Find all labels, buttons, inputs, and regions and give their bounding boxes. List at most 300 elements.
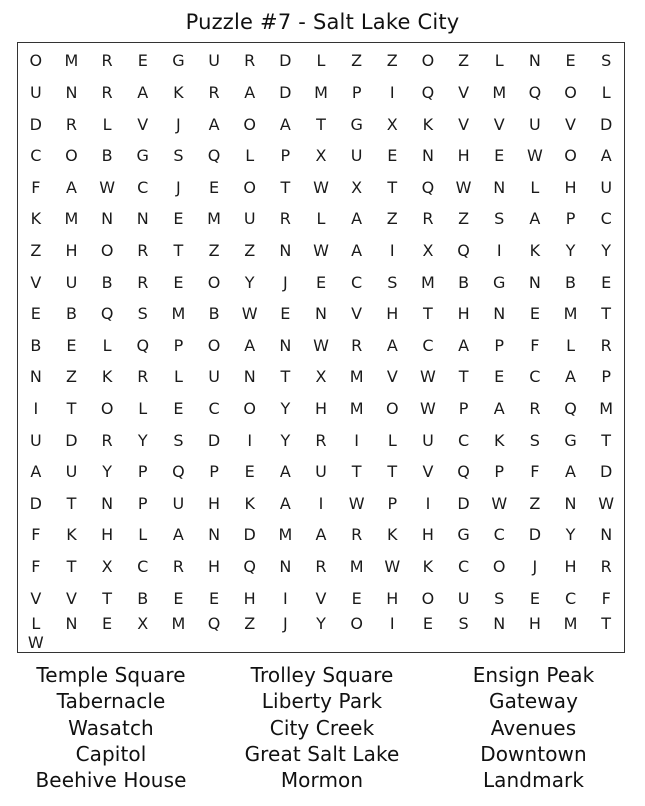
grid-letter[interactable]: W	[491, 493, 508, 513]
grid-letter[interactable]: M	[563, 304, 578, 324]
grid-letter[interactable]: V	[30, 272, 42, 292]
grid-letter[interactable]: E	[422, 613, 433, 633]
grid-letter[interactable]: W	[420, 399, 436, 419]
grid-letter[interactable]: Z	[386, 209, 398, 229]
grid-letter[interactable]: E	[173, 272, 184, 292]
grid-letter[interactable]: N	[65, 613, 78, 633]
grid-letter[interactable]: R	[315, 557, 327, 577]
grid-letter[interactable]: Q	[207, 613, 221, 633]
grid-letter[interactable]: R	[244, 51, 256, 71]
grid-letter[interactable]: I	[496, 240, 502, 260]
grid-letter[interactable]: A	[600, 146, 612, 166]
grid-letter[interactable]: L	[566, 335, 575, 355]
grid-letter[interactable]: Y	[280, 399, 291, 419]
grid-letter[interactable]: B	[208, 304, 220, 324]
grid-letter[interactable]: M	[314, 82, 328, 102]
grid-letter[interactable]: B	[137, 588, 149, 608]
grid-letter[interactable]: V	[351, 304, 363, 324]
grid-letter[interactable]: U	[350, 146, 363, 166]
grid-letter[interactable]: I	[425, 493, 431, 513]
grid-letter[interactable]: B	[30, 335, 42, 355]
grid-letter[interactable]: H	[101, 525, 114, 545]
grid-letter[interactable]: J	[532, 557, 538, 577]
grid-letter[interactable]: E	[137, 51, 148, 71]
grid-letter[interactable]: M	[64, 51, 79, 71]
grid-letter[interactable]: A	[565, 462, 576, 482]
grid-letter[interactable]: C	[600, 209, 612, 229]
grid-letter[interactable]: W	[384, 557, 401, 577]
grid-letter[interactable]: J	[282, 613, 288, 633]
grid-letter[interactable]: H	[528, 613, 541, 633]
grid-letter[interactable]: N	[101, 493, 114, 513]
grid-letter[interactable]: K	[244, 493, 255, 513]
grid-letter[interactable]: I	[247, 430, 253, 450]
grid-letter[interactable]: K	[30, 209, 42, 229]
grid-letter[interactable]: O	[385, 399, 399, 419]
grid-letter[interactable]: T	[102, 588, 112, 608]
grid-letter[interactable]: X	[351, 177, 363, 197]
grid-letter[interactable]: Q	[457, 462, 470, 482]
grid-letter[interactable]: D	[528, 525, 542, 545]
grid-letter[interactable]: O	[492, 557, 506, 577]
grid-letter[interactable]: H	[457, 304, 470, 324]
grid-letter[interactable]: T	[387, 462, 398, 482]
grid-letter[interactable]: E	[280, 304, 291, 324]
grid-letter[interactable]: O	[350, 613, 363, 633]
grid-letter[interactable]: Q	[421, 177, 435, 197]
grid-letter[interactable]: I	[389, 240, 395, 260]
grid-letter[interactable]: L	[530, 177, 540, 197]
grid-letter[interactable]: I	[389, 82, 395, 102]
grid-letter[interactable]: C	[457, 557, 470, 577]
grid-letter[interactable]: V	[458, 82, 470, 102]
grid-letter[interactable]: V	[386, 367, 398, 387]
grid-letter[interactable]: N	[65, 82, 78, 102]
grid-letter[interactable]: L	[494, 51, 504, 71]
grid-letter[interactable]: D	[243, 525, 256, 545]
grid-letter[interactable]: A	[279, 493, 291, 513]
grid-letter[interactable]: Y	[316, 613, 326, 633]
grid-letter[interactable]: F	[530, 462, 540, 482]
grid-letter[interactable]: C	[422, 335, 434, 355]
grid-letter[interactable]: A	[351, 240, 363, 260]
grid-letter[interactable]: A	[279, 114, 291, 134]
grid-letter[interactable]: S	[601, 51, 612, 71]
grid-letter[interactable]: R	[529, 399, 541, 419]
grid-letter[interactable]: O	[243, 177, 256, 197]
grid-letter[interactable]: L	[387, 430, 397, 450]
grid-letter[interactable]: M	[563, 613, 578, 633]
grid-letter[interactable]: M	[278, 525, 293, 545]
grid-letter[interactable]: O	[421, 51, 435, 71]
grid-letter[interactable]: I	[389, 613, 395, 633]
grid-letter[interactable]: R	[137, 272, 149, 292]
grid-letter[interactable]: Z	[351, 51, 363, 71]
grid-letter[interactable]: W	[241, 304, 258, 324]
grid-letter[interactable]: K	[173, 82, 184, 102]
grid-letter[interactable]: Q	[421, 82, 435, 102]
grid-letter[interactable]: T	[173, 240, 184, 260]
grid-letter[interactable]: A	[458, 335, 470, 355]
grid-letter[interactable]: V	[137, 114, 149, 134]
grid-letter[interactable]: Z	[529, 493, 541, 513]
grid-letter[interactable]: H	[457, 146, 470, 166]
grid-letter[interactable]: E	[315, 272, 327, 292]
grid-letter[interactable]: D	[279, 51, 292, 71]
grid-letter[interactable]: S	[458, 613, 469, 633]
grid-letter[interactable]: Y	[565, 240, 576, 260]
grid-letter[interactable]: A	[493, 399, 505, 419]
grid-letter[interactable]: Z	[458, 209, 470, 229]
grid-letter[interactable]: E	[565, 51, 576, 71]
grid-letter[interactable]: A	[172, 525, 184, 545]
grid-letter[interactable]: P	[458, 399, 469, 419]
grid-letter[interactable]: R	[65, 114, 78, 134]
grid-letter[interactable]: K	[422, 114, 434, 134]
grid-letter[interactable]: N	[315, 304, 327, 324]
grid-letter[interactable]: U	[529, 114, 541, 134]
grid-letter[interactable]: X	[422, 240, 434, 260]
grid-letter[interactable]: N	[528, 51, 541, 71]
grid-letter[interactable]: U	[29, 82, 42, 102]
grid-letter[interactable]: C	[351, 272, 363, 292]
grid-letter[interactable]: K	[422, 557, 434, 577]
grid-letter[interactable]: H	[421, 525, 434, 545]
grid-letter[interactable]: X	[315, 146, 327, 166]
grid-letter[interactable]: R	[600, 335, 612, 355]
grid-letter[interactable]: S	[529, 430, 540, 450]
grid-letter[interactable]: A	[279, 462, 291, 482]
grid-letter[interactable]: Q	[172, 462, 185, 482]
grid-letter[interactable]: F	[31, 525, 41, 545]
grid-letter[interactable]: N	[279, 240, 292, 260]
grid-letter[interactable]: A	[529, 209, 541, 229]
grid-letter[interactable]: T	[601, 613, 612, 633]
grid-letter[interactable]: L	[31, 613, 41, 633]
grid-letter[interactable]: H	[208, 493, 221, 513]
grid-letter[interactable]: N	[101, 209, 114, 229]
grid-letter[interactable]: R	[279, 209, 291, 229]
grid-letter[interactable]: E	[529, 304, 540, 324]
grid-letter[interactable]: R	[351, 525, 363, 545]
grid-letter[interactable]: Q	[207, 146, 221, 166]
grid-letter[interactable]: M	[64, 209, 79, 229]
grid-letter[interactable]: G	[136, 146, 149, 166]
grid-letter[interactable]: W	[99, 177, 116, 197]
grid-letter[interactable]: C	[493, 525, 505, 545]
grid-letter[interactable]: E	[102, 613, 113, 633]
grid-letter[interactable]: D	[600, 462, 613, 482]
grid-letter[interactable]: P	[173, 335, 184, 355]
grid-letter[interactable]: L	[245, 146, 255, 166]
grid-letter[interactable]: W	[27, 632, 44, 652]
grid-letter[interactable]: S	[494, 209, 505, 229]
grid-letter[interactable]: Z	[244, 613, 256, 633]
grid-letter[interactable]: L	[316, 51, 326, 71]
grid-letter[interactable]: H	[314, 399, 327, 419]
grid-letter[interactable]: L	[601, 82, 611, 102]
grid-letter[interactable]: N	[564, 493, 577, 513]
grid-letter[interactable]: W	[348, 493, 365, 513]
grid-letter[interactable]: N	[600, 525, 613, 545]
grid-letter[interactable]: A	[30, 462, 42, 482]
grid-letter[interactable]: D	[207, 430, 221, 450]
grid-letter[interactable]: S	[137, 304, 148, 324]
grid-letter[interactable]: R	[101, 430, 113, 450]
grid-letter[interactable]: P	[494, 335, 505, 355]
grid-letter[interactable]: U	[315, 462, 327, 482]
grid-letter[interactable]: O	[29, 51, 43, 71]
grid-letter[interactable]: W	[455, 177, 472, 197]
grid-letter[interactable]: N	[421, 146, 434, 166]
grid-letter[interactable]: Z	[65, 367, 77, 387]
grid-letter[interactable]: R	[351, 335, 363, 355]
grid-letter[interactable]: K	[529, 240, 541, 260]
grid-letter[interactable]: N	[493, 304, 506, 324]
grid-letter[interactable]: R	[101, 51, 113, 71]
grid-letter[interactable]: Q	[243, 557, 256, 577]
grid-letter[interactable]: O	[564, 146, 577, 166]
grid-letter[interactable]: M	[171, 613, 186, 633]
grid-letter[interactable]: K	[387, 525, 398, 545]
grid-letter[interactable]: F	[31, 177, 41, 197]
grid-letter[interactable]: E	[601, 272, 612, 292]
grid-letter[interactable]: C	[208, 399, 220, 419]
grid-letter[interactable]: D	[600, 114, 613, 134]
grid-letter[interactable]: P	[280, 146, 291, 166]
grid-letter[interactable]: H	[243, 588, 256, 608]
grid-letter[interactable]: M	[171, 304, 186, 324]
grid-letter[interactable]: S	[173, 430, 184, 450]
grid-letter[interactable]: M	[492, 82, 507, 102]
grid-letter[interactable]: Y	[137, 430, 148, 450]
grid-letter[interactable]: O	[421, 588, 435, 608]
grid-letter[interactable]: W	[313, 240, 329, 260]
grid-letter[interactable]: B	[458, 272, 470, 292]
grid-letter[interactable]: L	[138, 525, 148, 545]
grid-letter[interactable]: A	[208, 114, 220, 134]
grid-letter[interactable]: D	[29, 114, 42, 134]
grid-letter[interactable]: O	[243, 114, 256, 134]
grid-letter[interactable]: H	[208, 557, 221, 577]
grid-letter[interactable]: V	[30, 588, 42, 608]
grid-letter[interactable]: R	[101, 82, 113, 102]
grid-letter[interactable]: N	[493, 177, 506, 197]
grid-letter[interactable]: Y	[280, 430, 291, 450]
grid-letter[interactable]: Z	[458, 51, 470, 71]
grid-letter[interactable]: I	[282, 588, 288, 608]
grid-letter[interactable]: U	[243, 209, 256, 229]
grid-letter[interactable]: U	[29, 430, 42, 450]
grid-letter[interactable]: Q	[528, 82, 542, 102]
grid-letter[interactable]: Y	[601, 240, 612, 260]
grid-letter[interactable]: S	[173, 146, 184, 166]
grid-letter[interactable]: R	[137, 367, 149, 387]
grid-letter[interactable]: T	[66, 557, 77, 577]
grid-letter[interactable]: D	[29, 493, 42, 513]
grid-letter[interactable]: R	[422, 209, 434, 229]
grid-letter[interactable]: W	[526, 146, 543, 166]
grid-letter[interactable]: B	[101, 272, 113, 292]
grid-letter[interactable]: R	[137, 240, 149, 260]
grid-letter[interactable]: V	[493, 114, 505, 134]
grid-letter[interactable]: I	[318, 493, 324, 513]
grid-letter[interactable]: T	[423, 304, 433, 324]
grid-letter[interactable]: N	[493, 613, 506, 633]
grid-letter[interactable]: A	[244, 82, 256, 102]
grid-letter[interactable]: Y	[565, 525, 576, 545]
grid-letter[interactable]: U	[65, 462, 78, 482]
grid-letter[interactable]: A	[244, 335, 256, 355]
grid-letter[interactable]: C	[457, 430, 470, 450]
grid-letter[interactable]: P	[137, 462, 148, 482]
grid-letter[interactable]: N	[279, 557, 292, 577]
grid-letter[interactable]: G	[350, 114, 363, 134]
grid-letter[interactable]: O	[100, 399, 114, 419]
grid-letter[interactable]: V	[422, 462, 434, 482]
grid-letter[interactable]: K	[101, 367, 113, 387]
grid-letter[interactable]: T	[351, 462, 362, 482]
grid-letter[interactable]: M	[421, 272, 435, 292]
grid-letter[interactable]: F	[601, 588, 611, 608]
grid-letter[interactable]: E	[173, 399, 184, 419]
grid-letter[interactable]: P	[494, 462, 505, 482]
grid-letter[interactable]: W	[420, 367, 436, 387]
grid-letter[interactable]: M	[599, 399, 614, 419]
grid-letter[interactable]: O	[65, 146, 78, 166]
grid-letter[interactable]: R	[172, 557, 184, 577]
grid-letter[interactable]: Z	[208, 240, 220, 260]
grid-letter[interactable]: O	[207, 272, 221, 292]
grid-letter[interactable]: N	[528, 272, 541, 292]
grid-letter[interactable]: G	[564, 430, 577, 450]
grid-letter[interactable]: C	[137, 177, 149, 197]
grid-letter[interactable]: G	[457, 525, 470, 545]
grid-letter[interactable]: J	[176, 114, 181, 134]
grid-letter[interactable]: H	[65, 240, 78, 260]
grid-letter[interactable]: R	[315, 430, 327, 450]
grid-letter[interactable]: C	[30, 146, 42, 166]
grid-letter[interactable]: U	[172, 493, 185, 513]
grid-letter[interactable]: Q	[564, 399, 577, 419]
grid-letter[interactable]: L	[102, 335, 112, 355]
grid-letter[interactable]: G	[172, 51, 185, 71]
grid-letter[interactable]: M	[349, 557, 364, 577]
grid-letter[interactable]: E	[494, 146, 505, 166]
grid-letter[interactable]: W	[313, 335, 329, 355]
grid-letter[interactable]: O	[564, 82, 577, 102]
grid-letter[interactable]: E	[494, 367, 505, 387]
grid-letter[interactable]: H	[386, 588, 399, 608]
grid-letter[interactable]: P	[137, 493, 148, 513]
grid-letter[interactable]: B	[65, 304, 77, 324]
grid-letter[interactable]: I	[354, 430, 359, 450]
grid-letter[interactable]: E	[66, 335, 77, 355]
grid-letter[interactable]: T	[601, 430, 612, 450]
grid-letter[interactable]: T	[387, 177, 398, 197]
grid-letter[interactable]: V	[315, 588, 327, 608]
grid-letter[interactable]: P	[387, 493, 398, 513]
grid-letter[interactable]: J	[282, 272, 288, 292]
grid-letter[interactable]: K	[66, 525, 77, 545]
grid-letter[interactable]: X	[101, 557, 113, 577]
grid-letter[interactable]: U	[457, 588, 470, 608]
grid-letter[interactable]: N	[279, 335, 292, 355]
grid-letter[interactable]: W	[598, 493, 615, 513]
grid-letter[interactable]: A	[386, 335, 398, 355]
grid-letter[interactable]: P	[209, 462, 219, 482]
grid-letter[interactable]: E	[244, 462, 255, 482]
grid-letter[interactable]: D	[279, 82, 292, 102]
grid-letter[interactable]: H	[564, 177, 577, 197]
grid-letter[interactable]: N	[29, 367, 42, 387]
grid-letter[interactable]: Q	[136, 335, 150, 355]
grid-letter[interactable]: T	[601, 304, 612, 324]
grid-letter[interactable]: D	[457, 493, 470, 513]
grid-letter[interactable]: G	[493, 272, 506, 292]
grid-letter[interactable]: U	[600, 177, 613, 197]
grid-letter[interactable]: M	[207, 209, 221, 229]
grid-letter[interactable]: Q	[457, 240, 470, 260]
grid-letter[interactable]: A	[65, 177, 77, 197]
grid-letter[interactable]: V	[458, 114, 470, 134]
grid-letter[interactable]: S	[494, 588, 505, 608]
grid-letter[interactable]: U	[65, 272, 78, 292]
grid-letter[interactable]: B	[101, 146, 113, 166]
grid-letter[interactable]: X	[386, 114, 398, 134]
grid-letter[interactable]: A	[137, 82, 149, 102]
grid-letter[interactable]: X	[137, 613, 149, 633]
grid-letter[interactable]: H	[564, 557, 577, 577]
grid-letter[interactable]: T	[458, 367, 469, 387]
grid-letter[interactable]: U	[208, 367, 220, 387]
grid-letter[interactable]: F	[31, 557, 41, 577]
grid-letter[interactable]: T	[280, 367, 291, 387]
grid-letter[interactable]: U	[208, 51, 220, 71]
grid-letter[interactable]: J	[176, 177, 181, 197]
grid-letter[interactable]: W	[313, 177, 329, 197]
grid-letter[interactable]: I	[33, 399, 39, 419]
grid-letter[interactable]: E	[173, 588, 184, 608]
grid-letter[interactable]: M	[349, 399, 364, 419]
grid-letter[interactable]: L	[173, 367, 183, 387]
grid-letter[interactable]: R	[600, 557, 612, 577]
grid-letter[interactable]: E	[351, 588, 362, 608]
grid-letter[interactable]: H	[386, 304, 399, 324]
grid-letter[interactable]: C	[137, 557, 149, 577]
grid-letter[interactable]: Q	[100, 304, 114, 324]
grid-letter[interactable]: E	[209, 177, 220, 197]
grid-letter[interactable]: T	[316, 114, 326, 134]
grid-letter[interactable]: M	[349, 367, 364, 387]
grid-letter[interactable]: N	[136, 209, 149, 229]
grid-letter[interactable]: E	[209, 588, 220, 608]
grid-letter[interactable]: Z	[30, 240, 42, 260]
grid-letter[interactable]: A	[351, 209, 363, 229]
grid-letter[interactable]: T	[66, 399, 77, 419]
grid-letter[interactable]: Z	[386, 51, 398, 71]
grid-letter[interactable]: E	[529, 588, 540, 608]
grid-letter[interactable]: Y	[244, 272, 255, 292]
grid-letter[interactable]: Y	[102, 462, 112, 482]
grid-letter[interactable]: V	[65, 588, 77, 608]
grid-letter[interactable]: C	[564, 588, 577, 608]
grid-letter[interactable]: O	[207, 335, 221, 355]
grid-letter[interactable]: T	[66, 493, 77, 513]
grid-letter[interactable]: D	[65, 430, 78, 450]
grid-letter[interactable]: P	[565, 209, 576, 229]
grid-letter[interactable]: L	[316, 209, 326, 229]
